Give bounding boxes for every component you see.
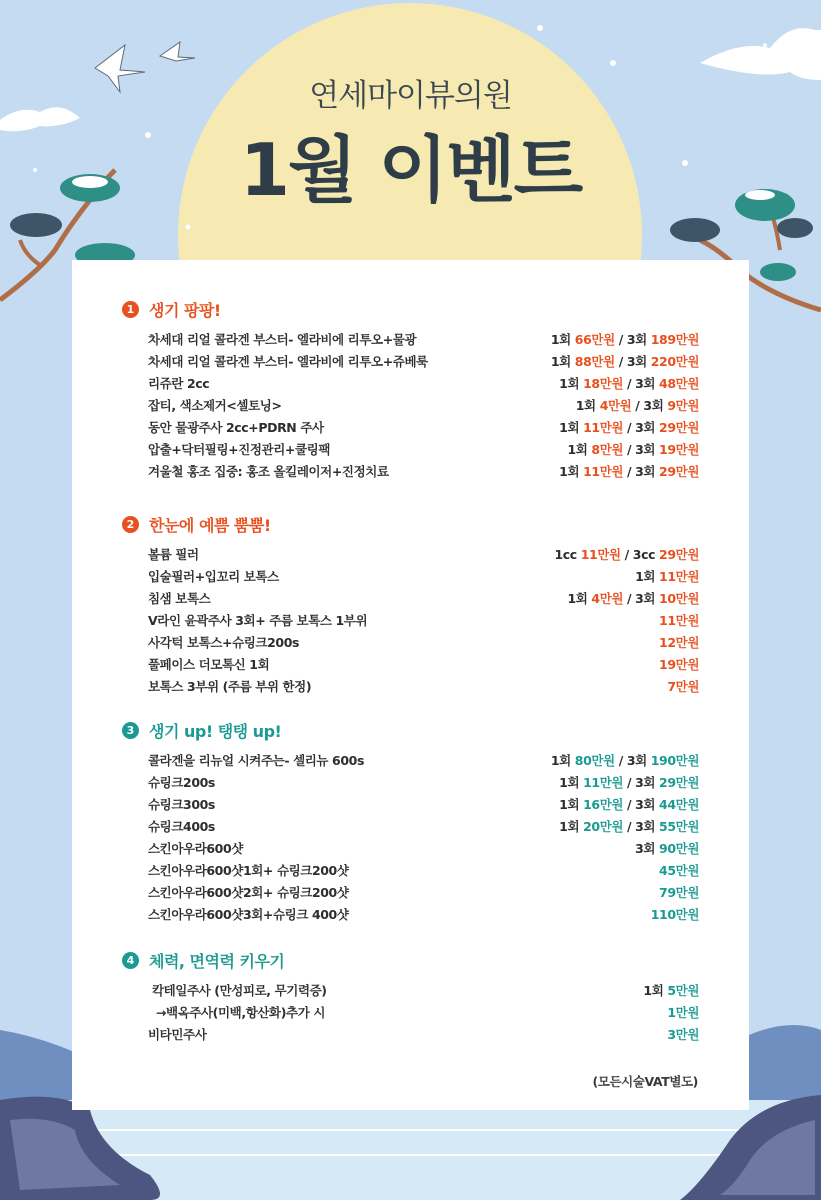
price-amount: 90만원: [659, 841, 699, 856]
list-item: [148, 587, 699, 609]
item-name: 스킨아우라600샷1회+ 슈링크200샷: [148, 863, 349, 878]
price-amount: 88만원: [574, 354, 615, 369]
price-amount: 44만원: [659, 797, 699, 812]
item-name: 칵테일주사 (만성피로, 무기력증): [148, 983, 327, 998]
price-label: 1회: [550, 332, 575, 347]
item-price: [659, 655, 699, 673]
list-item: [148, 565, 699, 587]
list-item: [148, 1023, 699, 1045]
item-name: →백옥주사(미백,항산화)추가 시: [148, 1005, 326, 1020]
item-price: [551, 330, 699, 348]
price-label: / 3회: [614, 332, 651, 347]
item-price: [635, 839, 699, 857]
item-price: [559, 795, 699, 813]
item-name: 보톡스 3부위 (주름 부위 한정): [148, 679, 312, 694]
item-price: [667, 677, 699, 695]
section-title: 체력, 면역력 키우기: [149, 951, 285, 971]
section-header: [122, 949, 284, 971]
price-amount: 9만원: [667, 398, 699, 413]
price-label: 1cc: [554, 547, 581, 562]
price-amount: 19만원: [659, 442, 699, 457]
item-name: 스킨아우라600샷3회+슈링크 400샷: [148, 907, 349, 922]
price-label: 1회: [567, 442, 592, 457]
list-item: [148, 350, 699, 372]
section-number-badge: 4: [122, 952, 139, 969]
item-name: 풀페이스 더모톡신 1회: [148, 657, 270, 672]
price-amount: 19만원: [659, 657, 699, 672]
event-menu-card: [72, 260, 749, 1110]
item-list: [148, 328, 699, 482]
price-amount: 79만원: [659, 885, 699, 900]
price-amount: 1만원: [667, 1005, 699, 1020]
price-amount: 190만원: [650, 753, 699, 768]
list-item: [148, 543, 699, 565]
list-item: [148, 372, 699, 394]
item-name: 침샘 보톡스: [148, 591, 211, 606]
price-amount: 18만원: [583, 376, 624, 391]
price-amount: 55만원: [659, 819, 699, 834]
price-label: / 3회: [631, 398, 668, 413]
price-label: / 3회: [623, 442, 660, 457]
price-label: 1회: [550, 354, 575, 369]
item-name: 비타민주사: [148, 1027, 207, 1042]
price-amount: 11만원: [580, 547, 621, 562]
list-item: [148, 609, 699, 631]
price-label: 1회: [559, 775, 584, 790]
price-amount: 80만원: [574, 753, 615, 768]
section-number-badge: 3: [122, 722, 139, 739]
price-amount: 11만원: [583, 420, 624, 435]
list-item: [148, 394, 699, 416]
item-name: 슈링크200s: [148, 775, 215, 790]
item-name: 스킨아우라600샷2회+ 슈링크200샷: [148, 885, 349, 900]
list-item: [148, 979, 699, 1001]
item-price: [635, 567, 699, 585]
item-name: 동안 물광주사 2cc+PDRN 주사: [148, 420, 324, 435]
item-name: 사각턱 보톡스+슈링크200s: [148, 635, 300, 650]
price-amount: 20만원: [583, 819, 624, 834]
item-list: [148, 979, 699, 1045]
section-header: [122, 298, 221, 320]
item-price: [667, 1025, 699, 1043]
list-item: [148, 793, 699, 815]
section-number-badge: 2: [122, 516, 139, 533]
price-label: 3회: [635, 841, 660, 856]
price-label: / 3회: [623, 775, 660, 790]
list-item: [148, 631, 699, 653]
section-title: 한눈에 예쁨 뿜뿜!: [149, 515, 271, 535]
price-amount: 4만원: [591, 591, 624, 606]
price-amount: 12만원: [659, 635, 699, 650]
list-item: [148, 815, 699, 837]
vat-note: (모든시술VAT별도): [592, 1074, 698, 1089]
price-amount: 45만원: [659, 863, 699, 878]
price-amount: 220만원: [650, 354, 699, 369]
price-amount: 29만원: [659, 464, 699, 479]
price-label: 1회: [559, 797, 584, 812]
price-amount: 29만원: [659, 775, 699, 790]
section-header: [122, 513, 271, 535]
item-list: [148, 543, 699, 697]
section-number-badge: 1: [122, 301, 139, 318]
list-item: [148, 460, 699, 482]
item-name: 콜라겐을 리뉴얼 시켜주는- 셀리뉴 600s: [148, 753, 364, 768]
item-price: [559, 418, 699, 436]
section-title: 생기 팡팡!: [149, 300, 221, 320]
price-label: / 3회: [623, 819, 660, 834]
price-label: / 3회: [623, 797, 660, 812]
item-name: 잡티, 색소제거<셀토닝>: [148, 398, 282, 413]
price-label: 1회: [550, 753, 575, 768]
item-name: 겨울철 홍조 집중: 홍조 올킬레이저+진정치료: [148, 464, 389, 479]
item-price: [567, 589, 699, 607]
price-amount: 29만원: [659, 420, 699, 435]
item-name: 차세대 리얼 콜라겐 부스터- 엘라비에 리투오+물광: [148, 332, 417, 347]
price-label: / 3회: [623, 420, 660, 435]
list-item: [148, 749, 699, 771]
item-price: [659, 611, 699, 629]
price-amount: 4만원: [599, 398, 632, 413]
item-price: [559, 817, 699, 835]
price-label: 1회: [559, 819, 584, 834]
item-price: [576, 396, 699, 414]
price-amount: 5만원: [667, 983, 699, 998]
price-amount: 3만원: [667, 1027, 699, 1042]
list-item: [148, 903, 699, 925]
section-title: 생기 up! 탱탱 up!: [149, 721, 282, 741]
price-amount: 66만원: [574, 332, 615, 347]
price-amount: 11만원: [583, 464, 624, 479]
item-price: [659, 883, 699, 901]
price-amount: 16만원: [583, 797, 624, 812]
list-item: [148, 675, 699, 697]
item-price: [659, 861, 699, 879]
item-price: [643, 981, 699, 999]
list-item: [148, 653, 699, 675]
price-label: 1회: [567, 591, 592, 606]
item-name: 차세대 리얼 콜라겐 부스터- 엘라비에 리투오+쥬베룩: [148, 354, 428, 369]
price-label: / 3회: [623, 464, 660, 479]
item-price: [559, 462, 699, 480]
price-label: 1회: [559, 464, 584, 479]
event-title: 1월 이벤트: [239, 128, 582, 212]
clinic-name: 연세마이뷰의원: [309, 78, 512, 114]
item-list: [148, 749, 699, 925]
list-item: [148, 771, 699, 793]
price-label: / 3회: [623, 591, 660, 606]
list-item: [148, 859, 699, 881]
list-item: [148, 837, 699, 859]
price-label: / 3회: [614, 753, 651, 768]
price-amount: 8만원: [591, 442, 624, 457]
price-amount: 48만원: [659, 376, 699, 391]
list-item: [148, 328, 699, 350]
item-name: V라인 윤곽주사 3회+ 주름 보톡스 1부위: [148, 613, 368, 628]
item-price: [551, 352, 699, 370]
list-item: [148, 416, 699, 438]
item-price: [659, 633, 699, 651]
price-label: 1회: [575, 398, 600, 413]
item-name: 리쥬란 2cc: [148, 376, 210, 391]
price-amount: 11만원: [659, 613, 699, 628]
item-name: 슈링크300s: [148, 797, 215, 812]
list-item: [148, 1001, 699, 1023]
item-name: 볼륨 필러: [148, 547, 199, 562]
item-price: [551, 751, 699, 769]
item-price: [567, 440, 699, 458]
item-price: [554, 545, 699, 563]
price-label: / 3회: [623, 376, 660, 391]
list-item: [148, 881, 699, 903]
price-label: / 3회: [614, 354, 651, 369]
price-amount: 11만원: [659, 569, 699, 584]
item-name: 압출+닥터필링+진정관리+쿨링팩: [148, 442, 330, 457]
list-item: [148, 438, 699, 460]
price-label: 1회: [559, 376, 584, 391]
price-label: 1회: [635, 569, 660, 584]
price-amount: 10만원: [659, 591, 699, 606]
price-amount: 7만원: [667, 679, 699, 694]
item-name: 입술필러+입꼬리 보톡스: [148, 569, 279, 584]
item-price: [667, 1003, 699, 1021]
item-name: 스킨아우라600샷: [148, 841, 243, 856]
price-amount: 189만원: [650, 332, 699, 347]
price-label: 1회: [559, 420, 584, 435]
price-label: 1회: [643, 983, 668, 998]
price-label: / 3cc: [620, 547, 660, 562]
section-header: [122, 719, 281, 741]
item-price: [559, 773, 699, 791]
item-price: [559, 374, 699, 392]
price-amount: 110만원: [650, 907, 699, 922]
item-name: 슈링크400s: [148, 819, 215, 834]
price-amount: 11만원: [583, 775, 624, 790]
item-price: [651, 905, 699, 923]
price-amount: 29만원: [659, 547, 699, 562]
